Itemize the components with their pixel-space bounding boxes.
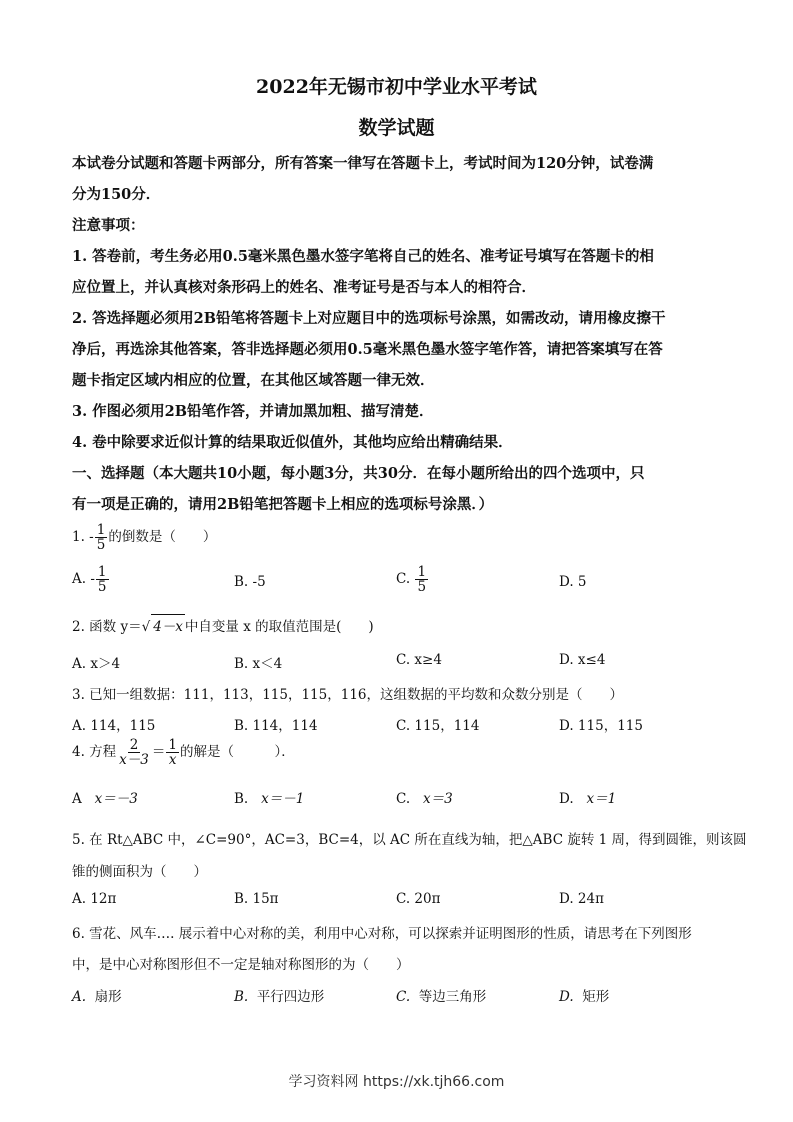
q6-option-d-text: 矩形 [582,989,610,1005]
question-1 [72,523,216,552]
q6-option-b-text: 平行四边形 [256,989,325,1005]
q1-option-a [72,565,110,594]
q6-option-c-label: C. [396,989,411,1005]
q4-suffix: 的解是（ ）． [179,744,295,761]
q3-option-c: C. 115，114 [396,718,480,734]
question-6-line-1: 6. 雪花、风车…. 展示着中心对称的美，利用中心对称，可以探索并证明图形的性质，请思考在下列图形 [72,926,692,942]
notes-heading: 注意事项： [72,217,145,234]
q1-prefix: 1. - [72,529,94,546]
q6-option-a-label: A. [72,989,87,1005]
q6-option-c-text: 等边三角形 [418,989,487,1005]
q1-option-a-fraction [96,565,109,594]
question-4 [72,738,295,767]
question-6-line-2: 中，是中心对称图形但不一定是轴对称图形的为（ ） [72,957,410,973]
q2-suffix: 中自变量 x 的取值范围是( ) [184,619,374,635]
exam-title: 2022年无锡市初中学业水平考试 [256,76,537,98]
q4-right-fraction [166,738,179,767]
note-2-line-3: 题卡指定区域内相应的位置，在其他区域答题一律无效． [72,372,435,389]
q6-option-a-text: 扇形 [94,989,122,1005]
q4-option-b-label: B. [234,791,249,807]
q4-option-d-label: D. [559,791,574,807]
intro-line-2: 分为150分． [72,186,161,203]
q6-option-d [559,985,609,1005]
q1-fraction [95,523,108,552]
q5-option-c: C. 20π [396,891,441,907]
q6-option-d-label: D. [559,989,574,1005]
q4-option-c-label: C. [396,791,411,807]
q1-option-a-numerator: 1 [97,564,107,580]
question-5-line-2: 锥的侧面积为（ ） [72,864,207,880]
q1-suffix: 的倒数是（ ） [108,529,217,546]
q1-option-c [396,565,429,594]
footer-watermark: 学习资料网 https://xk.tjh66.com [288,1074,505,1090]
q4-right-denominator: x [168,752,177,769]
q2-option-c: C. x≥4 [396,652,442,668]
q4-option-c-expr: x＝3 [423,791,453,807]
q1-option-a-label: A. - [72,571,95,588]
q4-left-numerator: 2 [129,737,139,753]
q4-equals: ＝ [151,744,166,761]
note-4: 4. 卷中除要求近似计算的结果取近似值外，其他均应给出精确结果． [72,434,513,451]
q4-option-a-expr: x＝－3 [94,791,138,807]
q1-denominator: 5 [96,537,106,554]
q4-option-d [559,787,616,807]
note-1-line-2: 应位置上，并认真核对条形码上的姓名、准考证号是否与本人的相符合． [72,279,536,296]
q2-option-b: B. x＜4 [234,656,283,672]
question-5-line-1: 5. 在 Rt△ABC 中，∠C=90°，AC=3，BC=4，以 AC 所在直线为轴，把△ABC 旋转 1 周，得到圆锥，则该圆 [72,832,747,848]
q1-option-c-numerator: 1 [417,564,427,580]
q4-option-b [234,787,304,807]
q1-option-c-fraction [415,565,428,594]
note-1-line-1: 1. 答卷前，考生务必用0.5毫米黑色墨水签字笔将自己的姓名、准考证号填写在答题卡的相 [72,248,654,265]
q2-prefix: 2. 函数 y＝ [72,619,142,635]
q1-option-a-denominator: 5 [97,579,107,596]
q5-option-a: A. 12π [72,891,117,907]
q1-numerator: 1 [96,522,106,538]
note-2-line-2: 净后，再选涂其他答案，答非选择题必须用0.5毫米黑色墨水签字笔作答，请把答案填写在答 [72,341,663,358]
sqrt-symbol: √ [141,619,151,635]
section-heading-line-2: 有一项是正确的，请用2B铅笔把答题卡上相应的选项标号涂黑．） [72,496,494,513]
q1-option-c-denominator: 5 [417,579,427,596]
q4-option-d-expr: x＝1 [586,791,617,807]
q4-option-a-label: A [72,791,82,807]
q4-right-numerator: 1 [168,737,177,753]
q1-option-d: D. 5 [559,574,587,590]
note-2-line-1: 2. 答选择题必须用2B铅笔将答题卡上对应题目中的选项标号涂黑，如需改动，请用橡皮擦干 [72,310,666,327]
intro-line-1: 本试卷分试题和答题卡两部分，所有答案一律写在答题卡上，考试时间为120分钟，试卷满 [72,155,654,172]
q2-radicand: 4－x [151,614,185,635]
q6-option-b [234,985,324,1005]
exam-subtitle: 数学试题 [358,117,435,139]
q1-option-c-label: C. [396,571,411,588]
q4-left-denominator: x－3 [119,752,149,769]
q5-option-b: B. 15π [234,891,279,907]
q4-option-c [396,787,453,807]
q6-option-c [396,985,486,1005]
section-heading-line-1: 一、选择题（本大题共10小题，每小题3分，共30分．在每小题所给出的四个选项中，只 [72,465,645,482]
q1-option-b: B. -5 [234,574,266,590]
q2-option-a: A. x＞4 [72,656,121,672]
q6-option-b-label: B. [234,989,249,1005]
question-2 [72,614,374,635]
q4-option-b-expr: x＝－1 [261,791,305,807]
q6-option-a [72,985,122,1005]
q3-option-b: B. 114，114 [234,718,318,734]
question-3: 3. 已知一组数据：111，113，115，115，116，这组数据的平均数和众数分别是（ ） [72,687,624,703]
q2-option-d: D. x≤4 [559,652,606,668]
q4-left-fraction [117,738,151,767]
q4-prefix: 4. 方程 [72,744,117,761]
q4-option-a [72,787,138,807]
q3-option-d: D. 115，115 [559,718,643,734]
q3-option-a: A. 114，115 [72,718,156,734]
note-3: 3. 作图必须用2B铅笔作答，并请加黑加粗、描写清楚． [72,403,434,420]
q5-option-d: D. 24π [559,891,604,907]
